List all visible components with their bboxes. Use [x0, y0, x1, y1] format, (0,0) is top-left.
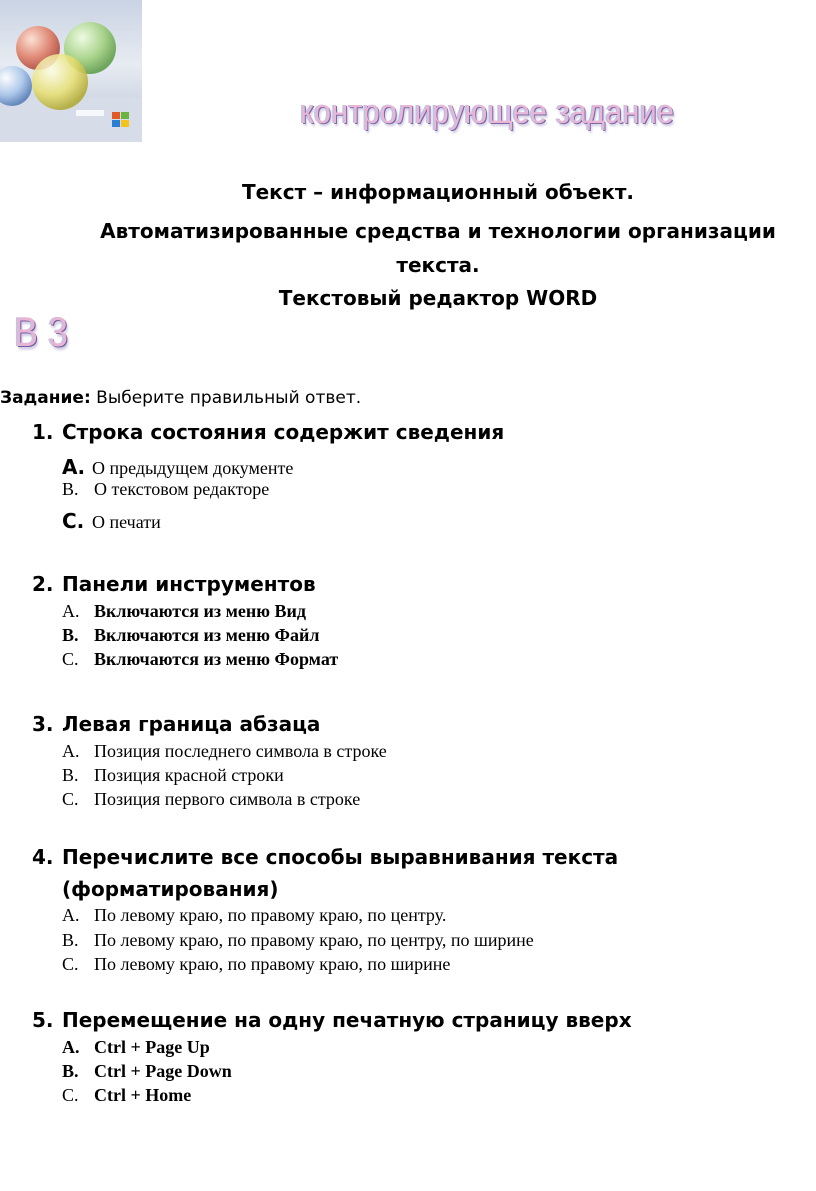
question-number: 2.	[32, 572, 54, 596]
option-3a	[62, 741, 387, 762]
title-line-3: текста.	[396, 253, 480, 277]
option-letter: A.	[62, 905, 80, 925]
option-text: Позиция красной строки	[94, 765, 284, 785]
option-5b	[62, 1061, 232, 1082]
option-letter: A.	[62, 601, 80, 621]
option-2a	[62, 601, 306, 622]
title-line-2: Автоматизированные средства и технологии организации	[100, 219, 776, 243]
option-text: О печати	[92, 512, 161, 532]
question-text: Перечислите все способы выравнивания текста	[62, 845, 619, 869]
task-label: Задание:	[0, 388, 91, 408]
option-text: По левому краю, по правому краю, по центру.	[94, 905, 447, 925]
question-text: Строка состояния содержит сведения	[62, 420, 505, 444]
option-text: Ctrl + Page Up	[94, 1037, 210, 1057]
option-4c	[62, 954, 450, 975]
option-letter: B.	[62, 930, 79, 950]
title-line-4: Текстовый редактор WORD	[278, 286, 598, 310]
question-number: 3.	[32, 712, 54, 736]
question-4	[32, 845, 618, 869]
question-3	[32, 712, 320, 736]
option-1b	[62, 479, 269, 500]
option-letter: C.	[62, 789, 79, 809]
option-letter: C.	[62, 649, 79, 669]
option-text: Позиция первого символа в строке	[94, 789, 361, 809]
option-2b	[62, 625, 319, 646]
option-3c	[62, 789, 360, 810]
option-text: Включаются из меню Файл	[94, 625, 320, 645]
option-text: По левому краю, по правому краю, по центру, по ширине	[94, 930, 534, 950]
task-text: Выберите правильный ответ.	[96, 388, 362, 408]
option-1c	[62, 509, 161, 533]
option-letter: C.	[62, 509, 85, 533]
task-instruction	[0, 388, 361, 408]
option-letter: А.	[62, 455, 86, 479]
header-wordart: контролирующее задание	[300, 92, 675, 131]
option-text: По левому краю, по правому краю, по ширине	[94, 954, 451, 974]
option-1a	[62, 455, 293, 479]
option-2c	[62, 649, 338, 670]
question-number: 5.	[32, 1008, 54, 1032]
option-letter: B.	[62, 625, 79, 645]
question-text: Панели инструментов	[62, 572, 316, 596]
variant-wordart: В 3	[14, 308, 69, 356]
option-text: Ctrl + Page Down	[94, 1061, 232, 1081]
windows-logo-image	[0, 0, 142, 142]
option-letter: B.	[62, 1061, 79, 1081]
title-line-1: Текст – информационный объект.	[241, 180, 635, 204]
option-5a	[62, 1037, 210, 1058]
option-text: Ctrl + Home	[94, 1085, 192, 1105]
option-letter: C.	[62, 954, 79, 974]
question-4-continuation: (форматирования)	[62, 877, 279, 901]
question-5	[32, 1008, 632, 1032]
option-letter: A.	[62, 1037, 80, 1057]
option-text: О текстовом редакторе	[94, 479, 270, 499]
question-2	[32, 572, 316, 596]
question-text: Перемещение на одну печатную страницу вверх	[62, 1008, 632, 1032]
option-text: О предыдущем документе	[92, 458, 294, 478]
question-number: 4.	[32, 845, 54, 869]
option-letter: B.	[62, 765, 79, 785]
option-text: Включаются из меню Формат	[94, 649, 339, 669]
option-4a	[62, 905, 446, 926]
question-text: Левая граница абзаца	[62, 712, 321, 736]
option-letter: B.	[62, 479, 79, 499]
option-4b	[62, 930, 534, 951]
option-text: Включаются из меню Вид	[94, 601, 306, 621]
question-number: 1.	[32, 420, 54, 444]
option-3b	[62, 765, 284, 786]
option-text: Позиция последнего символа в строке	[94, 741, 387, 761]
spheres-graphic	[0, 0, 142, 142]
option-letter: A.	[62, 741, 80, 761]
option-letter: C.	[62, 1085, 79, 1105]
question-1	[32, 420, 504, 444]
option-5c	[62, 1085, 191, 1106]
